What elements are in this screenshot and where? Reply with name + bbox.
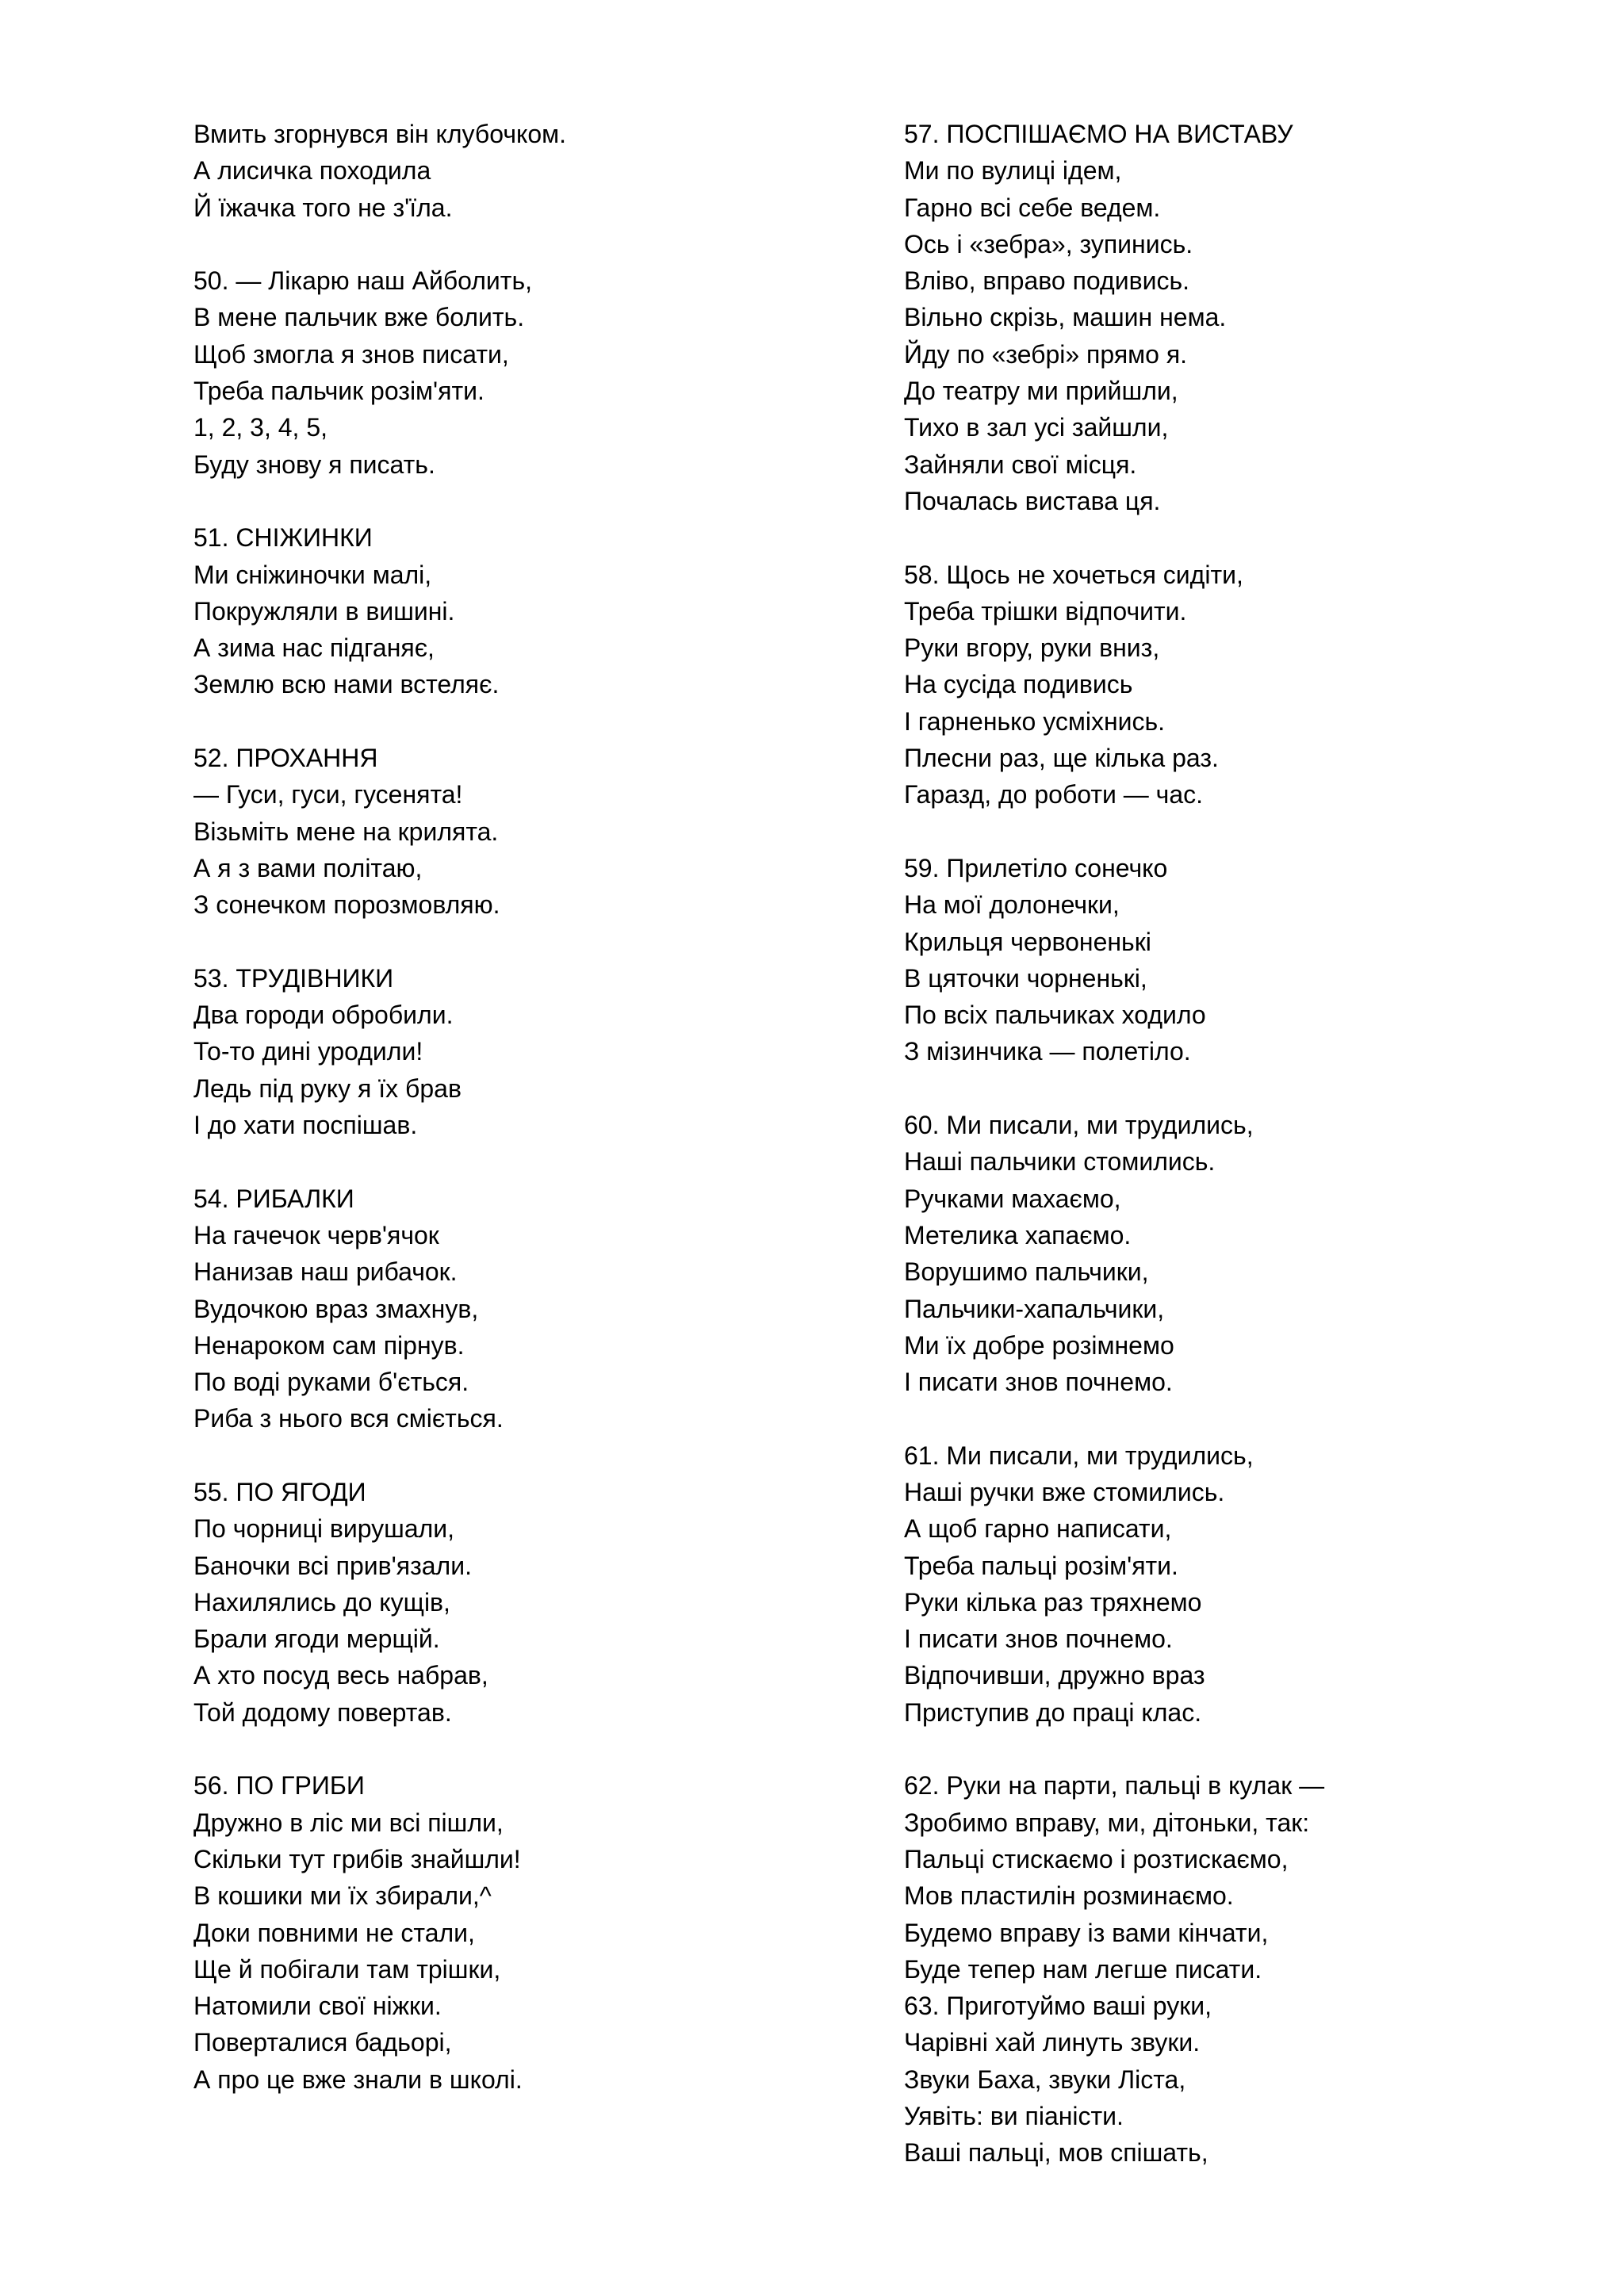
left-column [193, 116, 844, 2098]
verse-line: Плесни раз, ще кілька раз. [904, 744, 1219, 773]
stanza-gap [904, 1400, 1554, 1437]
verse-line: А про це вже знали в школі. [193, 2064, 523, 2094]
stanza-gap [193, 1731, 844, 1767]
verse-line: Уявіть: ви піаністи. [904, 2102, 1124, 2131]
verse-line: Візьміть мене на крилята. [193, 817, 499, 846]
verse-line: Зробимо вправу, ми, дітоньки, так: [904, 1808, 1310, 1837]
verse-line: На гачечок черв'ячок [193, 1220, 439, 1249]
stanza-gap [904, 813, 1554, 850]
verse-line: Брали ягоди мерщій. [193, 1624, 440, 1654]
verse-line: Ми сніжиночки малі, [193, 560, 432, 589]
verse-line: На сусіда подивись [904, 670, 1133, 699]
verse-line: Ненароком сам пірнув. [193, 1330, 465, 1360]
verse-line: Почалась вистава ця. [904, 486, 1161, 515]
verse-line: В мене пальчик вже болить. [193, 303, 525, 332]
verse-line: Руки вгору, руки вниз, [904, 633, 1160, 663]
stanza-gap [904, 1731, 1554, 1767]
verse-line: Треба пальці розім'яти. [904, 1551, 1178, 1580]
verse-line: І писати знов почнемо. [904, 1368, 1173, 1397]
verse-line: Покружляли в вишині. [193, 596, 455, 626]
verse-line: 52. ПРОХАННЯ [193, 744, 378, 773]
verse-line: А щоб гарно написати, [904, 1514, 1172, 1544]
verse-line: 54. РИБАЛКИ [193, 1184, 354, 1213]
verse-line: Відпочивши, дружно враз [904, 1661, 1205, 1690]
verse-line: Скільки тут грибів знайшли! [193, 1844, 521, 1873]
verse-line: Зайняли свої місця. [904, 450, 1137, 479]
verse-line: Вільно скрізь, машин нема. [904, 303, 1227, 332]
verse-line: Нанизав наш рибачок. [193, 1257, 458, 1287]
verse-line: Доки повними не стали, [193, 1918, 475, 1947]
verse-line: Ледь під руку я їх брав [193, 1073, 462, 1103]
verse-line: 59. Прилетіло сонечко [904, 853, 1168, 882]
stanza-gap [193, 1437, 844, 1474]
verse-line: Вудочкою враз змахнув, [193, 1294, 479, 1323]
stanza-gap [193, 1143, 844, 1180]
verse-line: 51. СНІЖИНКИ [193, 523, 373, 553]
verse-line: Нахилялись до кущів, [193, 1587, 450, 1617]
verse-line: Руки кілька раз тряхнемо [904, 1587, 1202, 1617]
verse-line: Метелика хапаємо. [904, 1220, 1132, 1249]
verse-line: То-то дині уродили! [193, 1037, 423, 1066]
verse-line: З мізинчика — полетіло. [904, 1037, 1191, 1066]
verse-line: І писати знов почнемо. [904, 1624, 1173, 1654]
verse-line: А я з вами політаю, [193, 853, 423, 882]
verse-line: Дружно в ліс ми всі пішли, [193, 1808, 504, 1837]
verse-line: 55. ПО ЯГОДИ [193, 1477, 366, 1506]
verse-line: На мої долонечки, [904, 890, 1120, 920]
verse-line: Ручками махаємо, [904, 1184, 1121, 1213]
verse-line: Буду знову я писать. [193, 450, 435, 479]
verse-line: В цяточки чорненькі, [904, 963, 1147, 993]
verse-line: Й їжачка того не з'їла. [193, 193, 453, 222]
verse-line: Ваші пальці, мов спішать, [904, 2138, 1208, 2168]
verse-line: Натомили свої ніжки. [193, 1992, 442, 2021]
verse-line: 63. Приготуймо ваші руки, [904, 1992, 1212, 2021]
verse-line: — Гуси, гуси, гусенята! [193, 780, 463, 809]
verse-line: Пальці стискаємо і розтискаємо, [904, 1844, 1289, 1873]
verse-line: Гаразд, до роботи — час. [904, 780, 1204, 809]
verse-line: 58. Щось не хочеться сидіти, [904, 560, 1243, 589]
right-column [904, 116, 1554, 2172]
verse-line: Мов пластилін розминаємо. [904, 1881, 1234, 1911]
verse-line: Наші ручки вже стомились. [904, 1477, 1225, 1506]
verse-line: Пальчики-хапальчики, [904, 1294, 1165, 1323]
verse-line: З сонечком порозмовляю. [193, 890, 500, 920]
verse-line: Вліво, вправо подивись. [904, 266, 1189, 296]
verse-line: 62. Руки на парти, пальці в кулак — [904, 1771, 1325, 1800]
verse-line: Будемо вправу із вами кінчати, [904, 1918, 1269, 1947]
verse-line: Треба трішки відпочити. [904, 596, 1187, 626]
verse-line: Звуки Баха, звуки Ліста, [904, 2064, 1186, 2094]
verse-line: Поверталися бадьорі, [193, 2028, 452, 2057]
verse-line: Баночки всі прив'язали. [193, 1551, 472, 1580]
verse-line: Щоб змогла я знов писати, [193, 339, 509, 369]
verse-line: Приступив до праці клас. [904, 1697, 1202, 1727]
verse-line: Треба пальчик розім'яти. [193, 377, 485, 406]
verse-line: Два городи обробили. [193, 1001, 454, 1030]
verse-line: І гарненько усміхнись. [904, 706, 1166, 736]
verse-line: Ось і «зебра», зупинись. [904, 229, 1193, 258]
stanza-gap [193, 924, 844, 960]
verse-line: 53. ТРУДІВНИКИ [193, 963, 394, 993]
stanza-gap [904, 1070, 1554, 1107]
stanza-gap [193, 226, 844, 262]
verse-line: Наші пальчики стомились. [904, 1147, 1216, 1177]
stanza-gap [193, 703, 844, 740]
verse-line: 1, 2, 3, 4, 5, [193, 413, 327, 442]
verse-line: 50. — Лікарю наш Айболить, [193, 266, 532, 296]
verse-line: Тихо в зал усі зайшли, [904, 413, 1169, 442]
verse-line: Йду по «зебрі» прямо я. [904, 339, 1188, 369]
verse-line: По всіх пальчиках ходило [904, 1001, 1206, 1030]
verse-line: Ми по вулиці ідем, [904, 156, 1122, 186]
stanza-gap [904, 519, 1554, 556]
verse-line: По чорниці вирушали, [193, 1514, 455, 1544]
verse-line: 57. ПОСПІШАЄМО НА ВИСТАВУ [904, 120, 1293, 148]
verse-line: Ворушимо пальчики, [904, 1257, 1149, 1287]
verse-line: 61. Ми писали, ми трудились, [904, 1441, 1254, 1470]
verse-line: А зима нас підганяє, [193, 633, 435, 663]
verse-line: А хто посуд весь набрав, [193, 1661, 488, 1690]
verse-line: Той додому повертав. [193, 1697, 452, 1727]
verse-line: Ще й побігали там трішки, [193, 1954, 501, 1984]
verse-line: Чарівні хай линуть звуки. [904, 2028, 1201, 2057]
verse-line: Ми їх добре розімнемо [904, 1330, 1174, 1360]
verse-line: 60. Ми писали, ми трудились, [904, 1111, 1254, 1140]
stanza-gap [193, 483, 844, 519]
verse-line: В кошики ми їх збирали,^ [193, 1881, 492, 1911]
verse-line: І до хати поспішав. [193, 1111, 418, 1140]
verse-line: Землю всю нами встеляє. [193, 670, 500, 699]
verse-line: Буде тепер нам легше писати. [904, 1954, 1262, 1984]
verse-line: 56. ПО ГРИБИ [193, 1771, 365, 1800]
verse-line: До театру ми прийшли, [904, 377, 1178, 406]
verse-line: Гарно всі себе ведем. [904, 193, 1161, 222]
verse-line: Крильця червоненькі [904, 927, 1151, 956]
verse-line: Вмить згорнувся він клубочком. [193, 120, 567, 148]
verse-line: По воді руками б'ється. [193, 1368, 469, 1397]
verse-line: Риба з нього вся сміється. [193, 1404, 504, 1433]
verse-line: А лисичка походила [193, 156, 431, 186]
